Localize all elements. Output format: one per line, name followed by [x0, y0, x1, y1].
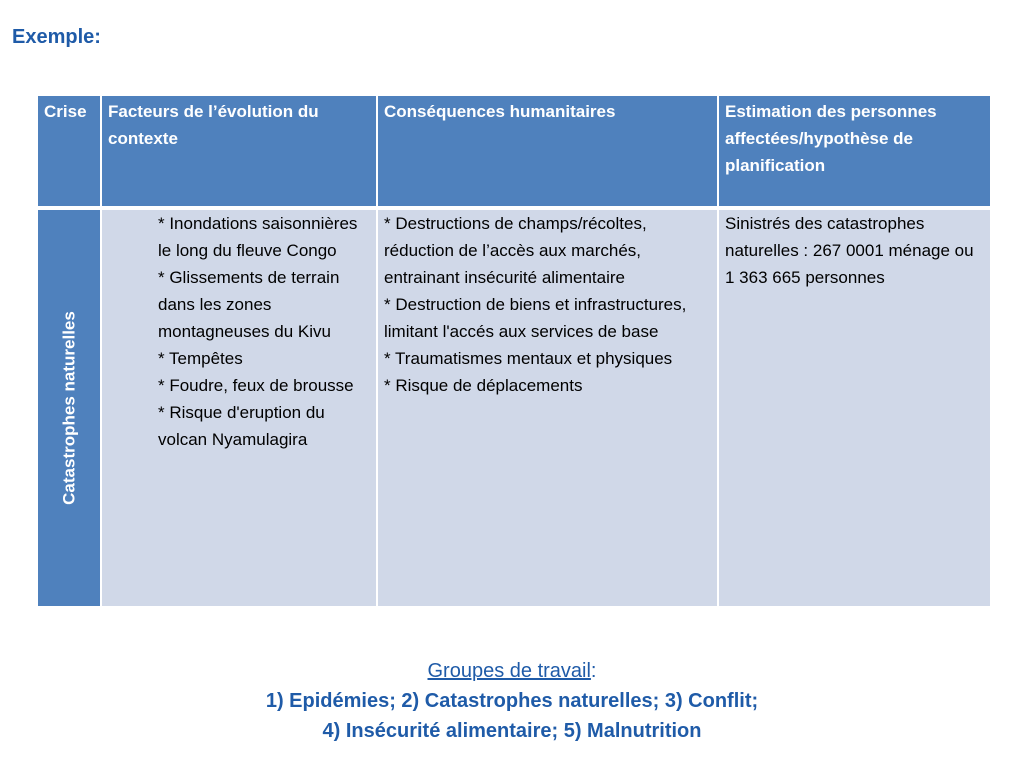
working-groups-line-2: 4) Insécurité alimentaire; 5) Malnutrition [322, 720, 702, 742]
crisis-table [36, 94, 992, 608]
working-groups-colon: : [590, 660, 597, 682]
estimates-cell [718, 208, 991, 607]
factor-item: * Inondations saisonnières le long du fleuve Congo [158, 214, 358, 260]
working-groups [0, 656, 1024, 746]
slide-title: Exemple: [12, 26, 101, 48]
consequence-item: * Destructions de champs/récoltes, réduction de l’accès aux marchés, entrainant insécurité alimentaire [384, 214, 647, 287]
consequence-item: * Risque de déplacements [384, 376, 583, 395]
crisis-cell [37, 208, 101, 607]
factor-item: * Tempêtes [158, 349, 243, 368]
table-row [37, 208, 991, 607]
working-groups-line-1: 1) Epidémies; 2) Catastrophes naturelles; 3) Conflit; [265, 690, 759, 712]
factor-item: * Risque d'eruption du volcan Nyamulagira [158, 403, 325, 449]
factor-item: * Glissements de terrain dans les zones montagneuses du Kivu [158, 268, 340, 341]
table-header-row [37, 95, 991, 208]
crisis-label: Catastrophes naturelles [59, 311, 79, 505]
working-groups-heading: Groupes de travail [427, 660, 591, 682]
header-crise: Crise [37, 95, 101, 208]
consequence-item: * Destruction de biens et infrastructures, limitant l'accés aux services de base [384, 295, 687, 341]
header-facteurs: Facteurs de l’évolution du contexte [101, 95, 377, 208]
factors-cell [101, 208, 377, 607]
consequences-cell [377, 208, 718, 607]
estimate-item: 1 363 665 personnes [725, 268, 885, 287]
consequence-item: * Traumatismes mentaux et physiques [384, 349, 673, 368]
header-estimation: Estimation des personnes affectées/hypothèse de planification [718, 95, 991, 208]
header-consequences: Conséquences humanitaires [377, 95, 718, 208]
factor-item: * Foudre, feux de brousse [158, 376, 354, 395]
estimate-item: Sinistrés des catastrophes naturelles : 267 0001 ménage ou [725, 214, 974, 260]
working-groups-heading-line [0, 656, 1024, 686]
